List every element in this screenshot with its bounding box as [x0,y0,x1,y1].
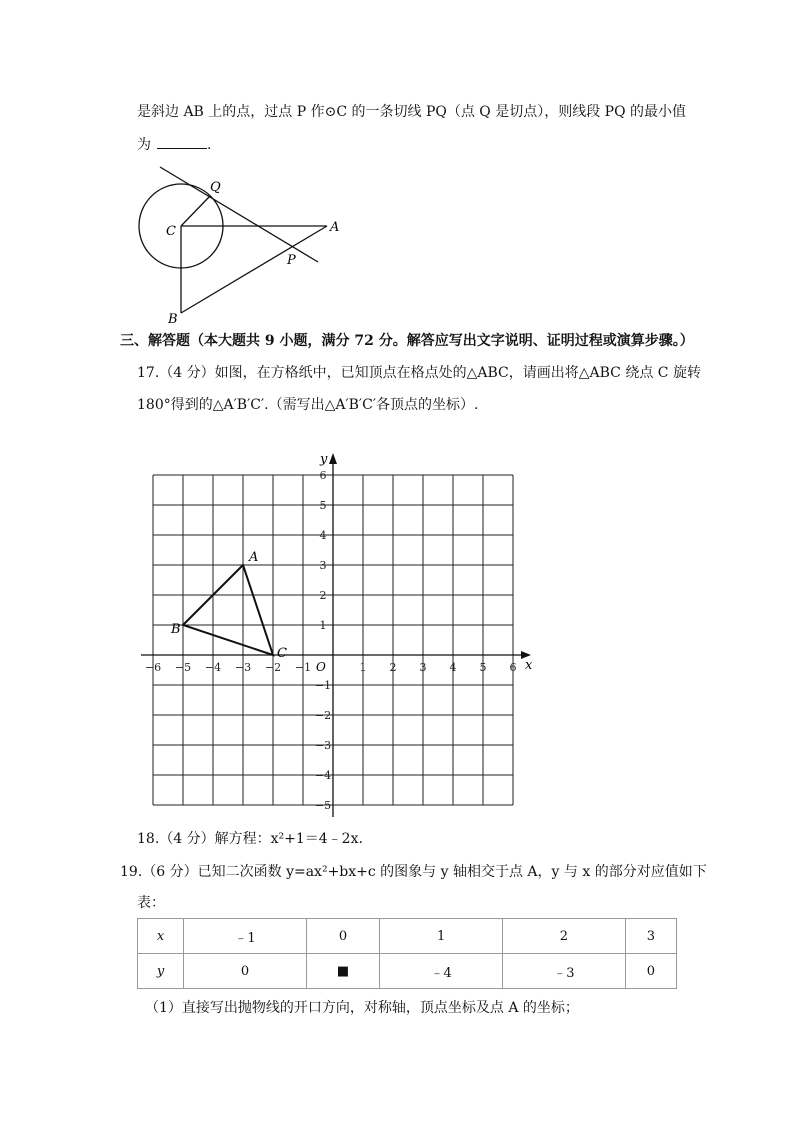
x-tick-label: −1 [294,661,312,674]
x-tick-label: 2 [389,661,397,674]
q19-line2: 表： [137,895,165,911]
label-c: C [166,224,176,239]
table-row [138,919,677,954]
q19-line1: 19.（6 分）已知二次函数 y=ax²+bx+c 的图象与 y 轴相交于点 A，y 与 x 的部分对应值如下 [120,864,707,880]
vertex-label-b: B [171,622,181,637]
x-tick-label: −6 [144,661,162,674]
x-axis-label: x [525,658,533,673]
x-tick-label: 6 [509,661,517,674]
label-a: A [330,220,340,235]
x-tick-label: −3 [234,661,252,674]
x-tick-label: −5 [174,661,192,674]
y-tick-label: 1 [319,619,327,632]
x-tick-label: 3 [419,661,427,674]
table-cell: ■ [306,954,379,989]
triangle-abc [183,565,273,655]
segment-cq [181,196,210,226]
y-tick-label: −1 [314,679,332,692]
x-tick-label: −2 [264,661,282,674]
y-tick-label: 2 [319,589,327,602]
x-tick-label: 4 [449,661,457,674]
value-table [137,918,677,989]
y-tick-label: −4 [314,769,332,782]
table-cell: 0 [184,954,307,989]
vertex-label-c: C [277,646,287,661]
table-cell: ﹣4 [380,954,503,989]
table-cell: ﹣3 [502,954,625,989]
segment-ba [181,226,327,313]
section-3-title: 三、解答题（本大题共 9 小题，满分 72 分。解答应写出文字说明、证明过程或演算步骤。） [120,333,694,349]
y-tick-label: 6 [319,469,327,482]
label-b: B [168,312,178,327]
y-tick-label: −2 [314,709,332,722]
table-cell: 0 [625,954,676,989]
y-tick-label: −3 [314,739,332,752]
table-cell: y [138,954,184,989]
label-q: Q [210,180,221,195]
q17-line2: 180°得到的△A′B′C′.（需写出△A′B′C′各顶点的坐标）. [137,397,479,413]
q19-sub1: （1）直接写出抛物线的开口方向，对称轴，顶点坐标及点 A 的坐标； [145,1000,579,1016]
y-tick-label: −5 [314,799,332,812]
table-cell: 2 [502,919,625,954]
x-tick-label: 1 [359,661,367,674]
q16-figure [0,0,794,340]
vertex-label-a: A [249,550,259,565]
y-tick-label: 4 [319,529,327,542]
x-tick-label: 5 [479,661,487,674]
q18-text: 18.（4 分）解方程：x²+1＝4﹣2x. [137,831,363,847]
q17-line1: 17.（4 分）如图，在方格纸中，已知顶点在格点处的△ABC，请画出将△ABC 绕点 C 旋转 [137,365,701,381]
x-tick-label: −4 [204,661,222,674]
table-cell: ﹣1 [184,919,307,954]
y-tick-label: 5 [319,499,327,512]
coordinate-grid [0,440,794,840]
y-tick-label: 3 [319,559,327,572]
q16-line1: 是斜边 AB 上的点，过点 P 作⊙C 的一条切线 PQ（点 Q 是切点），则线段 PQ 的最小值 [137,104,687,120]
table-cell: 1 [380,919,503,954]
q16-line2-prefix: 为 [137,137,151,153]
y-axis-arrow [329,453,337,464]
y-axis-label: y [320,452,328,467]
table-cell: 0 [306,919,379,954]
table-row [138,954,677,989]
tangent-line [160,167,318,262]
label-p: P [287,253,296,268]
origin-label: O [316,660,326,674]
q16-line2-suffix: . [207,137,212,153]
table-cell: 3 [625,919,676,954]
table-cell: x [138,919,184,954]
